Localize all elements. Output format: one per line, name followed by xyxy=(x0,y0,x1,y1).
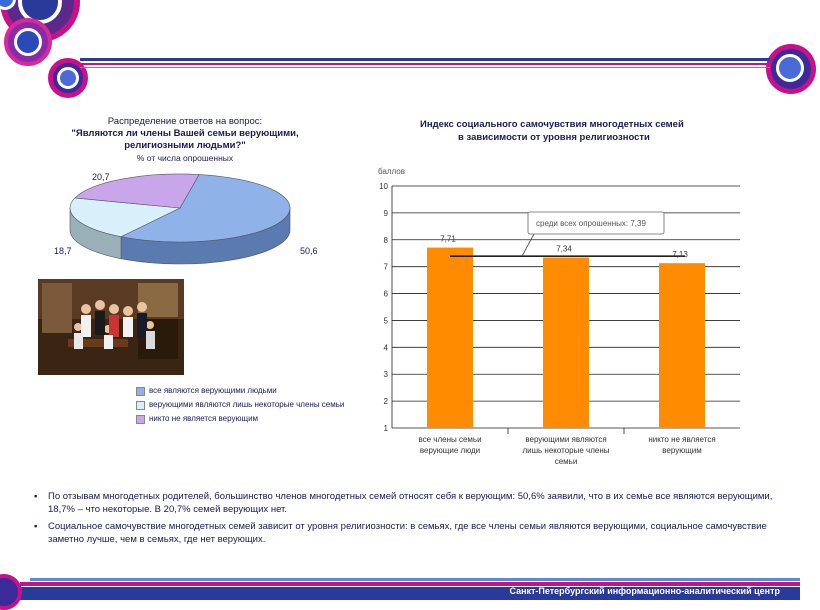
callout-leader xyxy=(522,234,534,256)
decor-ring-right-inner xyxy=(776,54,804,82)
bullet-dot: ▪ xyxy=(34,491,38,502)
x-category-label: лишь некоторые члены xyxy=(522,446,610,455)
decor-ring-mid-inner xyxy=(14,28,42,56)
bullet-dot: ▪ xyxy=(34,521,38,532)
pie-data-label: 50,6 xyxy=(300,246,318,256)
y-tick-label: 6 xyxy=(383,289,388,299)
family-photo xyxy=(38,279,184,375)
y-tick-label: 9 xyxy=(383,208,388,218)
pie-data-label: 18,7 xyxy=(54,246,72,256)
pie-legend xyxy=(136,384,376,426)
legend-item xyxy=(136,384,376,398)
x-category-label: верующие люди xyxy=(419,446,481,455)
legend-label: верующими являются лишь некоторые члены семьи xyxy=(149,400,345,409)
summary-bullets xyxy=(34,490,774,550)
bar xyxy=(543,258,589,428)
y-tick-label: 8 xyxy=(383,235,388,245)
decor-ring-band-inner xyxy=(57,67,79,89)
pie-title-line-4: % от числа опрошенных xyxy=(136,153,234,163)
y-tick-label: 7 xyxy=(383,262,388,272)
decor-ring-bottom xyxy=(0,574,22,610)
legend-item xyxy=(136,412,376,426)
legend-label: никто не является верующим xyxy=(149,414,259,423)
legend-label: все являются верующими людьми xyxy=(149,386,277,395)
bar-value-label: 7,34 xyxy=(556,244,572,254)
pie-chart-title xyxy=(40,116,330,164)
y-tick-label: 1 xyxy=(383,424,388,433)
pie-title-line-3: религиозными людьми?" xyxy=(124,140,246,151)
legend-swatch xyxy=(136,387,145,396)
bar-value-label: 7,71 xyxy=(440,234,456,244)
y-tick-label: 4 xyxy=(383,343,388,353)
callout-text: среди всех опрошенных: 7,39 xyxy=(536,219,646,228)
bar-value-label: 7,13 xyxy=(672,250,688,260)
x-category-label: семьи xyxy=(554,457,578,466)
y-tick-label: 3 xyxy=(383,370,388,380)
legend-item xyxy=(136,398,376,412)
bullet-item xyxy=(34,520,774,546)
bar xyxy=(659,263,705,428)
top-band-line-3 xyxy=(80,67,770,68)
bar-chart xyxy=(370,160,750,480)
bullet-text: По отзывам многодетных родителей, большинство членов многодетных семей относят себя к верующим: 50,6% заявили, что в их семье все являются верующими, 18,7% – что некоторые. В 20,7% семей верующих нет. xyxy=(48,491,773,515)
top-band-line-1 xyxy=(80,58,770,61)
legend-swatch xyxy=(136,415,145,424)
x-category-label: верующими являются xyxy=(525,435,607,444)
x-category-label: верующим xyxy=(662,446,702,455)
bar-chart-title xyxy=(372,118,820,144)
y-tick-label: 2 xyxy=(383,397,388,407)
x-category-label: никто не является xyxy=(648,435,716,444)
y-axis-label: баллов xyxy=(378,167,405,176)
bottom-band-1 xyxy=(30,578,800,581)
footer-org-name: Санкт-Петербургский информационно-аналитический центр xyxy=(509,586,780,596)
pie-data-label: 20,7 xyxy=(92,172,110,182)
bar xyxy=(427,248,473,428)
top-band-line-2 xyxy=(80,63,770,65)
bullet-text: Социальное самочувствие многодетных семей зависит от уровня религиозности: в семьях, где все члены семьи являются верующими, социальное самочувствие заметно лучше, чем в семьях, где нет верующих. xyxy=(48,521,767,545)
bar-title-line-2: в зависимости от уровня религиозности xyxy=(458,132,650,143)
legend-swatch xyxy=(136,401,145,410)
y-tick-label: 10 xyxy=(379,182,388,191)
y-tick-label: 5 xyxy=(383,316,388,326)
pie-title-line-2: "Являются ли члены Вашей семьи верующими, xyxy=(71,128,299,139)
pie-chart xyxy=(50,170,318,270)
bar-title-line-1: Индекс социального самочувствия многодетных семей xyxy=(420,119,684,130)
pie-title-line-1: Распределение ответов на вопрос: xyxy=(107,116,263,127)
x-category-label: все члены семьи xyxy=(418,435,482,444)
bullet-item xyxy=(34,490,774,516)
